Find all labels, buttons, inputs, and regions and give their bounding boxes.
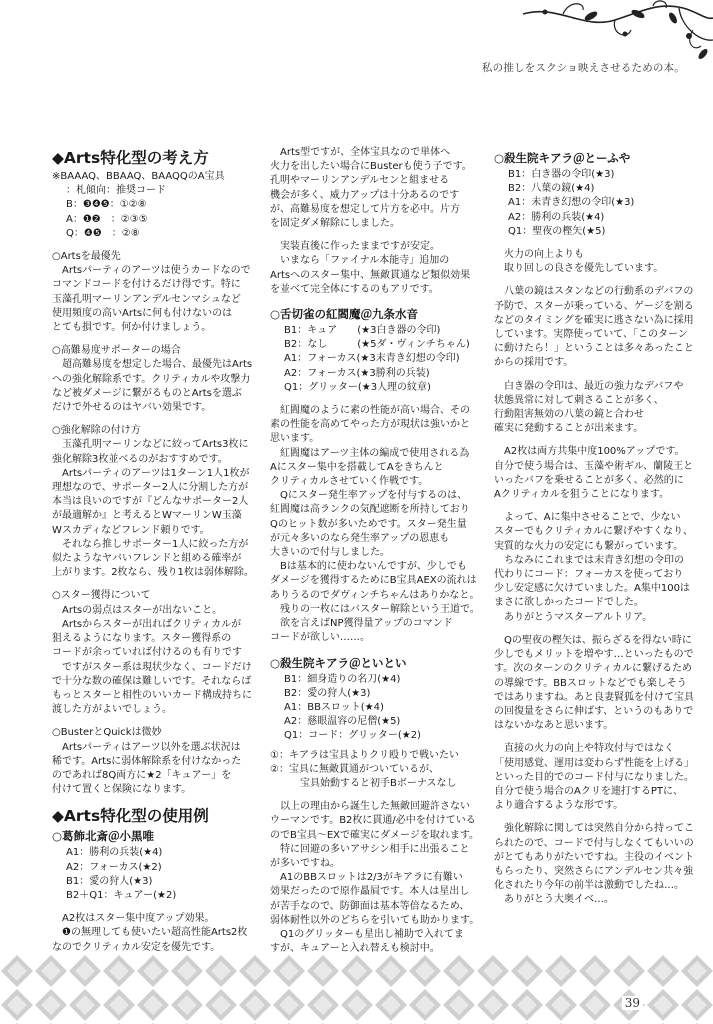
text-line: 実装直後に作ったままですが安定。 bbox=[270, 241, 440, 253]
build-line: B1：細身造りの名刀(★4) bbox=[284, 673, 401, 685]
example-name: ○舌切雀の紅閻魔＠九条水音 bbox=[270, 307, 419, 322]
text-line: A2枚は両方共集中度100%アップです。 bbox=[494, 446, 685, 458]
text-line: 火力の向上よりも bbox=[494, 249, 584, 261]
text-line: 超高難易度を想定した場合、最優先はArts bbox=[52, 359, 253, 371]
text-line: 自分で使う場合は、玉藻や術ギル、蘭陵王と bbox=[494, 460, 694, 472]
block-heading: ○BusterとQuickは微妙 bbox=[52, 727, 162, 739]
example-name: ○殺生院キアラ＠といとい bbox=[270, 655, 407, 670]
text-line: 少しでもメリットを増やす…といったもので bbox=[494, 649, 694, 661]
build-line: Q1：グリッター(★3人理の紋章) bbox=[284, 381, 431, 393]
text-line: 特に回避の多いアサシン相手に出張ること bbox=[270, 843, 470, 855]
block-heading: ○強化解除の付け方 bbox=[52, 425, 141, 437]
text-line: が多いですね。 bbox=[270, 857, 340, 869]
text-line: す。次のターンのクリティカルに繋げるため bbox=[494, 663, 692, 675]
example-build bbox=[270, 324, 482, 395]
text-line: ウーマンです。B2枚に貫通/必中を付けている bbox=[270, 815, 476, 827]
card-table bbox=[52, 184, 260, 241]
text-line: 思います。 bbox=[270, 433, 320, 445]
text-line: で十分な数の確保は難しいです。それならば bbox=[52, 675, 252, 687]
build-line: A1：フォーカス(★3末青き幻想の令印) bbox=[284, 353, 460, 365]
text-line: 大きいので付与しました。 bbox=[270, 547, 390, 559]
text-line: Artsの弱点はスターが出ないこと。 bbox=[52, 604, 223, 616]
text-line: 弱体耐性以外のどちらを引いても助かります。 bbox=[270, 914, 480, 926]
text-line: それなら推しサポーター1人に絞った方が bbox=[52, 538, 249, 550]
build-line: A2：勝利の兵装(★4) bbox=[508, 211, 605, 223]
text-line: Qの聖夜の樫矢は、振らざるを得ない時に bbox=[494, 634, 692, 646]
text-line: いったバフを乗せることが多く、必然的に bbox=[494, 474, 684, 486]
text-line: ちなみにこれまでは末青き幻想の令印の bbox=[494, 554, 684, 566]
text-line: スターでもクリティカルに繋げやすくなり、 bbox=[494, 526, 693, 538]
card-line: A：❶❷ ：②③⑤ bbox=[66, 213, 148, 225]
example-build bbox=[494, 168, 696, 239]
text-line: 紅閻魔は高ランクの気配遮断を所持しており bbox=[270, 504, 470, 516]
text-line: 玉藻孔明マーリンなどに絞ってArts3枚に bbox=[52, 439, 249, 451]
text-line: 確実に発動することが出来ます。 bbox=[494, 423, 644, 435]
text-line: を並べて完全体にするのもアリです。 bbox=[270, 283, 439, 295]
text-line: といった目的でのコード付与になりました。 bbox=[494, 771, 694, 783]
text-line: Wスカディなどフレンド頼りです。 bbox=[52, 524, 210, 536]
text-line: 紅閻魔はアーツ主体の編成で使用される為 bbox=[270, 447, 470, 459]
text-line: 直接の火力の向上や特攻付与ではなく bbox=[494, 743, 674, 755]
text-line: 紅閻魔のように素の性能が高い場合、その bbox=[270, 405, 470, 417]
column-middle bbox=[270, 146, 482, 985]
text-line: 白き器の令印は、最近の強力なデバフや bbox=[494, 380, 684, 392]
text-line: 理想なので、サポーター2人に分割した方が bbox=[52, 482, 249, 494]
text-line: 状態異常に対して刺さることが多く、 bbox=[494, 394, 664, 406]
section-title-arts-concept: ◆Arts特化型の考え方 bbox=[52, 149, 209, 167]
text-line: Artsパーティのアーツは1ターン1人1枚が bbox=[52, 467, 250, 479]
text-line: はないかなあと思います。 bbox=[494, 720, 614, 732]
text-line: だけで外せるのはヤバい効果です。 bbox=[52, 402, 212, 414]
text-line: が最適解か』と考えるとWマーリンW玉藻 bbox=[52, 510, 242, 522]
example-build bbox=[270, 673, 482, 744]
text-line: 代わりにコード：フォーカスを使っており bbox=[494, 569, 684, 581]
text-line: 孔明やマーリンアンデルセンと組ませる bbox=[270, 175, 450, 187]
text-block bbox=[52, 726, 260, 797]
block-heading: ○Artsを最優先 bbox=[52, 251, 121, 263]
text-line: 付けて置くと保険になります。 bbox=[52, 784, 192, 796]
text-line: コードが余っていれば付けるのも有りです bbox=[52, 647, 242, 659]
diamond-pattern-band bbox=[0, 954, 713, 1024]
text-line: 以上の理由から誕生した無敵回避許さない bbox=[270, 801, 470, 813]
card-line: B：❸❹❺：①②⑧ bbox=[66, 199, 147, 211]
note-line: 宝具始動すると初手Bボーナスなし bbox=[300, 777, 457, 789]
build-line: B2：なし (★5ダ・ヴィンチちゃん) bbox=[284, 339, 470, 351]
text-line: の回復量をさらに伸ばす、というのもありで bbox=[494, 705, 694, 717]
text-block bbox=[52, 424, 260, 580]
text-line: Artsへのスター集中、無敵貫通など類似効果 bbox=[270, 269, 471, 281]
text-line: 渡した方がよいでしょう。 bbox=[52, 704, 172, 716]
text-line: ありうるのでダヴィンチちゃんはありかなと。 bbox=[270, 589, 480, 601]
text-line: A1のBBスロットは2/3がキアラに有難い bbox=[270, 872, 463, 884]
card-line: ：札傾向：推奨コード bbox=[66, 185, 166, 197]
text-line: 実質的な火力の安定にも繋がっています。 bbox=[494, 540, 684, 552]
card-line: Q：❹❺ ：②⑧ bbox=[66, 227, 140, 239]
text-line: ダメージを獲得するためにB宝具AEXの流れは bbox=[270, 575, 477, 587]
build-line: A2：慈眼温容の尼僧(★5) bbox=[284, 716, 401, 728]
build-line: B1：愛の狩人(★3) bbox=[66, 875, 153, 887]
text-line: の導線です。BBスロットなどでも楽しそう bbox=[494, 677, 687, 689]
text-line: まさに欲しかったコードでした。 bbox=[494, 597, 644, 609]
text-line: ではありますね。あと良妻賢狐を付けて宝具 bbox=[494, 691, 694, 703]
text-line: が、高難易度を想定して片方を必中。片方 bbox=[270, 203, 460, 215]
text-line: 予防で、スターが乗っている、ゲージを割る bbox=[494, 300, 694, 312]
text-line: からの採用です。 bbox=[494, 357, 574, 369]
text-line: などのタイミングを確実に逃さない為に採用 bbox=[494, 314, 694, 326]
text-line: Bは基本的に使わないんですが、少しでも bbox=[270, 561, 467, 573]
text-line: ですがスター系は現状少なく、コードだけ bbox=[52, 661, 252, 673]
page-number: 39 bbox=[622, 996, 643, 1010]
text-line: 狙えるようになります。スター獲得系の bbox=[52, 633, 232, 645]
text-line: に動けたら！」ということは多々あったこと bbox=[494, 343, 694, 355]
text-line: 八葉の鏡はスタンなどの行動系のデバフの bbox=[494, 286, 694, 298]
text-line: 似たようなヤバいフレンドと組める確率が bbox=[52, 553, 242, 565]
text-line: もっとスターと相性のいいカード構成持ちに bbox=[52, 689, 252, 701]
running-title: 私の推しをスクショ映えさせるための本。 bbox=[481, 62, 685, 74]
example-build bbox=[52, 846, 260, 903]
text-line: Aクリティカルを狙うことになります。 bbox=[494, 489, 670, 501]
text-line: 強化解除3枚並べるのがおすすめです。 bbox=[52, 453, 228, 465]
text-line: 残りの一枚にはバスター解除という王道で。 bbox=[270, 603, 480, 615]
text-line: など被ダメージに繋がるものとArtsを選ぶ bbox=[52, 387, 242, 399]
text-line: しています。実際使っていて、「このターン bbox=[494, 329, 688, 341]
build-line: A1：BBスロット(★4) bbox=[284, 701, 384, 713]
text-line: Artsからスターが出ればクリティカルが bbox=[52, 618, 242, 630]
text-line: Qにスター発生率アップを付与するのは、 bbox=[270, 490, 468, 502]
text-line: 化されたり今年の前半は激動でしたね…。 bbox=[494, 880, 684, 892]
text-line: 欲を言えばNP獲得量アップのコマンド bbox=[270, 618, 453, 630]
text-line: もらったり、突然さらにアンデルセン共々強 bbox=[494, 865, 694, 877]
build-line: A1：勝利の兵装(★4) bbox=[66, 847, 163, 859]
text-line: とても損です。何か付けましょう。 bbox=[52, 322, 212, 334]
text-line: への強化解除系です。クリティカルや攻撃力 bbox=[52, 373, 251, 385]
text-line: 強化解除に関しては突然自分から持ってこ bbox=[494, 823, 694, 835]
build-line: A2：フォーカス(★2) bbox=[66, 861, 162, 873]
text-line: のであれば8Q両方に★2「キュアー」を bbox=[52, 769, 232, 781]
text-line: 玉藻孔明マーリンアンデルセンマシュなど bbox=[52, 293, 241, 305]
example-name: ○殺生院キアラ＠とーふや bbox=[494, 151, 631, 165]
note-line: ①：キアラは宝具よりクリ殴りで戦いたい bbox=[270, 749, 459, 761]
text-block bbox=[52, 589, 260, 717]
build-line: B2：愛の狩人(★3) bbox=[284, 687, 371, 699]
column-right bbox=[494, 150, 696, 908]
text-line: コマンドコードを付けるだけ得です。特に bbox=[52, 279, 241, 291]
text-line: よって、Aに集中させることで、少ない bbox=[494, 512, 681, 524]
text-line: Arts型ですが、全体宝具なので単体へ bbox=[270, 147, 451, 158]
build-line: Q1：聖夜の樫矢(★5) bbox=[508, 225, 606, 237]
build-line: A1：未青き幻想の令印(★3) bbox=[508, 197, 635, 209]
text-line: Qのヒット数が多いためです。スター発生量 bbox=[270, 518, 467, 530]
text-line: ❶の無理しても使いたい超高性能Arts2枚 bbox=[52, 927, 248, 939]
section-title-arts-examples: ◆Arts特化型の使用例 bbox=[52, 807, 209, 826]
text-line: 火力を出したい場合にBusterも使う子です。 bbox=[270, 161, 472, 173]
text-line: ありがとう大奥イベ…。 bbox=[494, 894, 614, 906]
text-line: ありがとうマスターアルトリア。 bbox=[494, 611, 653, 623]
text-line: より適合するような形です。 bbox=[494, 800, 624, 812]
build-line: B1：白き器の令印(★3) bbox=[508, 169, 615, 180]
text-line: のでB宝具〜EXで確実にダメージを取れます。 bbox=[270, 829, 480, 841]
text-line: 行動阻害無効の八葉の鏡と合わせ bbox=[494, 409, 644, 421]
example-name: ○葛飾北斎＠小黒唯 bbox=[52, 829, 155, 844]
text-line: が苦手なので、防御面は基本等倍なるため、 bbox=[270, 900, 470, 912]
column-left bbox=[52, 148, 260, 983]
text-line: 機会が多く、威力アップは十分あるのです bbox=[270, 189, 460, 201]
build-line: B1：キュア (★3白き器の令印) bbox=[284, 325, 441, 337]
build-line: A2：フォーカス(★3勝利の兵装) bbox=[284, 367, 430, 379]
text-line: なのでクリティカル安定を優先です。 bbox=[52, 941, 221, 953]
card-note: ※BAAAQ、BBAAQ、BAAQQのA宝具 bbox=[52, 171, 225, 182]
text-line: を固定ダメ解除にしました。 bbox=[270, 218, 400, 230]
text-line: 効果だったので原作贔屓です。本人は星出し bbox=[270, 886, 470, 898]
text-line: A2枚はスター集中度アップ効果。 bbox=[52, 913, 215, 925]
text-line: 自分で使う場合のAクリを連打するPTに、 bbox=[494, 785, 683, 797]
text-line: 少し安定感に欠けていました。A集中100は bbox=[494, 583, 690, 595]
text-line: 「使用感覚、運用は変わらず性能を上げる」 bbox=[494, 757, 694, 769]
text-line: 稀です。Artsに弱体解除系を付けなかった bbox=[52, 755, 242, 767]
build-line: Q1：コード：グリッター(★2) bbox=[284, 730, 421, 742]
text-line: Q1のグリッターも星出し補助で入れてま bbox=[270, 928, 464, 940]
text-line: がとてもありがたいですね。主役のイベント bbox=[494, 851, 694, 863]
text-line: Artsパーティのアーツは使うカードなので bbox=[52, 265, 251, 277]
text-line: Aにスター集中を搭載してAをきちんと bbox=[270, 461, 444, 473]
text-line: 本当は良いのですが『どんなサポーター2人 bbox=[52, 496, 249, 508]
build-line: B2：八葉の鏡(★4) bbox=[508, 183, 595, 195]
text-line: すが、キュアーと入れ替えも検討中。 bbox=[270, 943, 440, 955]
text-line: られたので、コードで付与しなくてもいいの bbox=[494, 837, 694, 849]
text-line: コードが欲しい……。 bbox=[270, 632, 370, 644]
text-line: 素の性能を高めてやった方が現状は強いかと bbox=[270, 419, 470, 431]
text-line: Artsパーティはアーツ以外を選ぶ状況は bbox=[52, 741, 241, 753]
block-heading: ○高難易度サポーターの場合 bbox=[52, 345, 181, 357]
text-line: いまなら「ファイナル本能寺」追加の bbox=[270, 255, 450, 267]
text-line: が元々多いのなら発生率アップの恩恵も bbox=[270, 532, 450, 544]
text-line: 使用頻度の高いArtsに何も付けないのは bbox=[52, 307, 233, 319]
text-line: 取り回しの良さを優先しています。 bbox=[494, 263, 664, 275]
text-line: 上がります。2枚なら、残り1枚は弱体解除。 bbox=[52, 567, 254, 579]
text-line: クリティカルさせていく作戦です。 bbox=[270, 476, 429, 488]
build-line: B2＋Q1：キュアー(★2) bbox=[66, 889, 177, 901]
text-block bbox=[52, 344, 260, 415]
text-block bbox=[52, 250, 260, 335]
note-line: ②：宝具に無敵貫通がついているが、 bbox=[270, 763, 439, 775]
block-heading: ○スター獲得について bbox=[52, 590, 151, 602]
